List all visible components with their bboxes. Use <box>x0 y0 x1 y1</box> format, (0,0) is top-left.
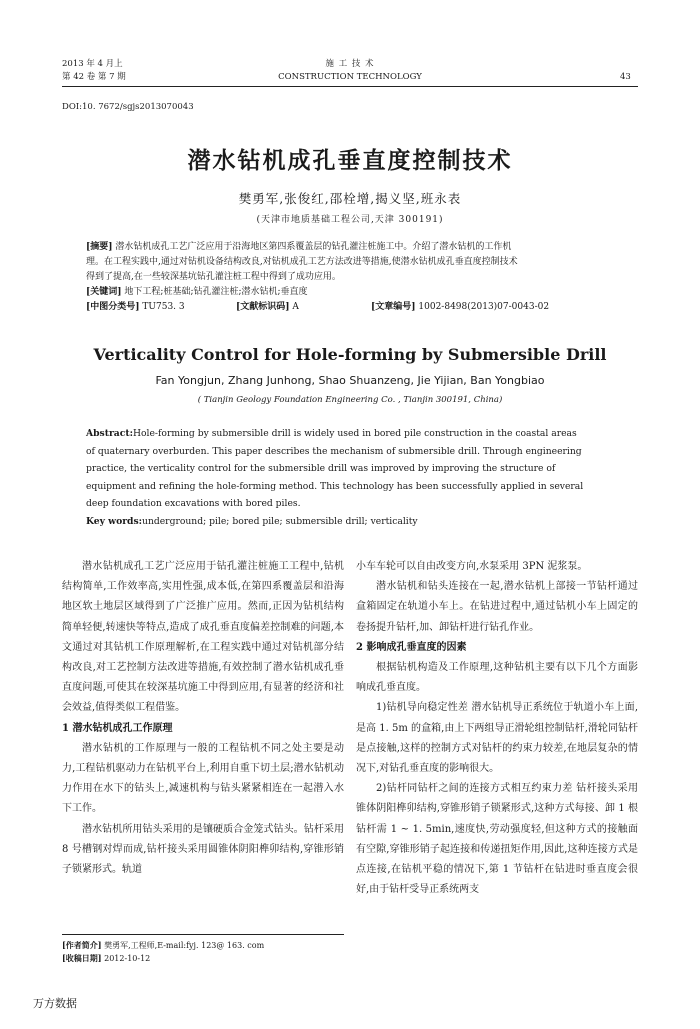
body-paragraph: 2)钻杆同钻杆之间的连接方式相互约束力差 钻杆接头采用锥体阴阳榫卯结构,穿锥形销子锁紧形式,这种方式每接、卸 1 根钻杆需 1 ~ 1. 5min,速度快,劳动强度轻,但这种方式的接触面有空隙,穿锥形销子起连接和传递扭矩作用,因此,这种连接方式是点连接,在钻机平稳的情况下,第 1 节钻杆在钻进时垂直度会很好,由于钻杆受导正系统两支 <box>356 783 638 896</box>
abstract-cn-label: [摘要] <box>86 242 113 252</box>
body-paragraph: 潜水钻机和钻头连接在一起,潜水钻机上部接一节钻杆通过盒箱固定在轨道小车上。在钻进过程中,通过钻机小车上固定的卷扬提升钻杆,加、卸钻杆进行钻孔作业。 <box>356 581 638 633</box>
section-heading-2: 2 影响成孔垂直度的因素 <box>356 641 467 653</box>
watermark-wanfang: 万方数据 <box>33 997 77 1010</box>
body-paragraph: 小车车轮可以自由改变方向,水泵采用 3PN 泥浆泵。 <box>356 561 588 572</box>
header-journal-cn: 施 工 技 术 <box>325 59 375 69</box>
abstract-cn-line: 理。在工程实践中,通过对钻机设备结构改良,对钻机成孔工艺方法改进等措施,使潜水钻机成孔垂直度控制技术 <box>86 257 518 267</box>
author-bio: 樊勇军,工程师,E-mail:fyj. 123@ 163. com <box>104 941 265 950</box>
body-paragraph: 潜水钻机所用钻头采用的是镶硬质合金笼式钻头。钻杆采用 8 号槽钢对焊而成,钻杆接头采用圆锥体阴阳榫卯结构,穿锥形销子锁紧形式。轨道 <box>62 823 344 876</box>
abstract-en <box>86 425 616 530</box>
body-paragraph: 潜水钻机的工作原理与一般的工程钻机不同之处主要是动力,工程钻机驱动力在钻机平台上,利用自重下切土层;潜水钻机动力作用在水下的钻头上,减速机构与钻头紧紧相连在一起潜入水下工作。 <box>62 742 344 815</box>
clc-label: [中图分类号] <box>86 302 140 312</box>
footnote-rule <box>62 934 344 935</box>
received-date-label: [收稿日期] <box>62 953 102 963</box>
doc-code-value: A <box>292 302 299 312</box>
body-paragraph: 潜水钻机成孔工艺广泛应用于钻孔灌注桩施工工程中,钻机结构简单,工作效率高,实用性强,成本低,在第四系覆盖层和沿海地区软土地层区域得到了广泛推广应用。然而,正因为钻机结构简单轻便,转速快等特点,造成了成孔垂直度偏差控制难的问题,本文通过对其钻机工作原理解析,在工程实践中通过对钻机部分结构改良,对工艺控制方法改进等措施,有效控制了潜水钻机成孔垂直度问题,可使其在较深基坑施工中得到应用,有显著的经济和社会效益,值得类似工程借鉴。 <box>62 561 344 714</box>
header-rule <box>62 86 638 87</box>
section-heading-1: 1 潜水钻机成孔工作原理 <box>62 722 173 734</box>
abstract-en-line: Hole-forming by submersible drill is widely used in bored pile construction in the coastal areas <box>133 428 577 439</box>
keywords-en: underground; pile; bored pile; submersible drill; verticality <box>142 515 418 527</box>
clc-value: TU753. 3 <box>142 302 185 312</box>
abstract-en-label: Abstract: <box>86 428 133 439</box>
header-volume: 第 42 卷 第 7 期 <box>62 72 126 82</box>
abstract-en-line: equipment and refining the hole-forming method. This technology has been successfully applied in several <box>86 480 584 492</box>
affiliation-en: ( Tianjin Geology Foundation Engineering Co. , Tianjin 300191, China) <box>197 395 503 405</box>
doc-code-label: [文献标识码] <box>236 302 290 312</box>
keywords-cn-label: [关键词] <box>86 287 122 297</box>
authors-en: Fan Yongjun, Zhang Junhong, Shao Shuanzeng, Jie Yijian, Ban Yongbiao <box>155 374 545 387</box>
header-date: 2013 年 4 月上 <box>62 59 123 69</box>
abstract-cn <box>86 240 616 315</box>
abstract-cn-line: 潜水钻机成孔工艺广泛应用于沿海地区第四系覆盖层的钻孔灌注桩施工中。介绍了潜水钻机的工作机 <box>115 242 512 252</box>
page-title-en: Verticality Control for Hole-forming by Submersible Drill <box>93 345 607 364</box>
footnote <box>62 939 344 965</box>
abstract-en-line: deep foundation excavations with bored piles. <box>86 498 301 509</box>
keywords-en-label: Key words: <box>86 515 143 527</box>
body-paragraph: 1)钻机导向稳定性差 潜水钻机导正系统位于轨道小车上面,是高 1. 5m 的盒箱,由上下两组导正滑轮组控制钻杆,滑轮同钻杆是点接触,这样的控制方式对钻杆的约束力较差,在地层复杂的情况下,对钻孔垂直度的影响很大。 <box>356 702 638 775</box>
affiliation-cn: (天津市地质基础工程公司,天津 300191) <box>256 215 444 225</box>
abstract-cn-line: 得到了提高,在一些较深基坑钻孔灌注桩工程中得到了成功应用。 <box>86 272 341 282</box>
abstract-en-line: of quaternary overburden. This paper describes the mechanism of submersible drill. Through engineering <box>86 445 582 457</box>
authors-cn: 樊勇军,张俊红,邵栓增,揭义坚,班永表 <box>238 191 462 206</box>
abstract-en-line: practice, the verticality control for the submersible drill was improved by improving the structure of <box>86 463 556 474</box>
body-right-column <box>356 557 638 900</box>
received-date: 2012-10-12 <box>104 954 151 963</box>
article-no-label: [文章编号] <box>371 302 416 312</box>
page-title-cn: 潜水钻机成孔垂直度控制技术 <box>187 147 513 174</box>
body-paragraph: 根据钻机构造及工作原理,这种钻机主要有以下几个方面影响成孔垂直度。 <box>356 662 638 694</box>
header-journal-en: CONSTRUCTION TECHNOLOGY <box>278 72 422 82</box>
article-no-value: 1002-8498(2013)07-0043-02 <box>418 302 550 312</box>
author-bio-label: [作者简介] <box>62 940 102 950</box>
body-left-column <box>62 557 344 880</box>
doi: DOI:10. 7672/sgjs2013070043 <box>62 102 194 112</box>
keywords-cn: 地下工程;桩基础;钻孔灌注桩;潜水钻机;垂直度 <box>124 287 308 297</box>
header-page-number: 43 <box>620 72 631 82</box>
